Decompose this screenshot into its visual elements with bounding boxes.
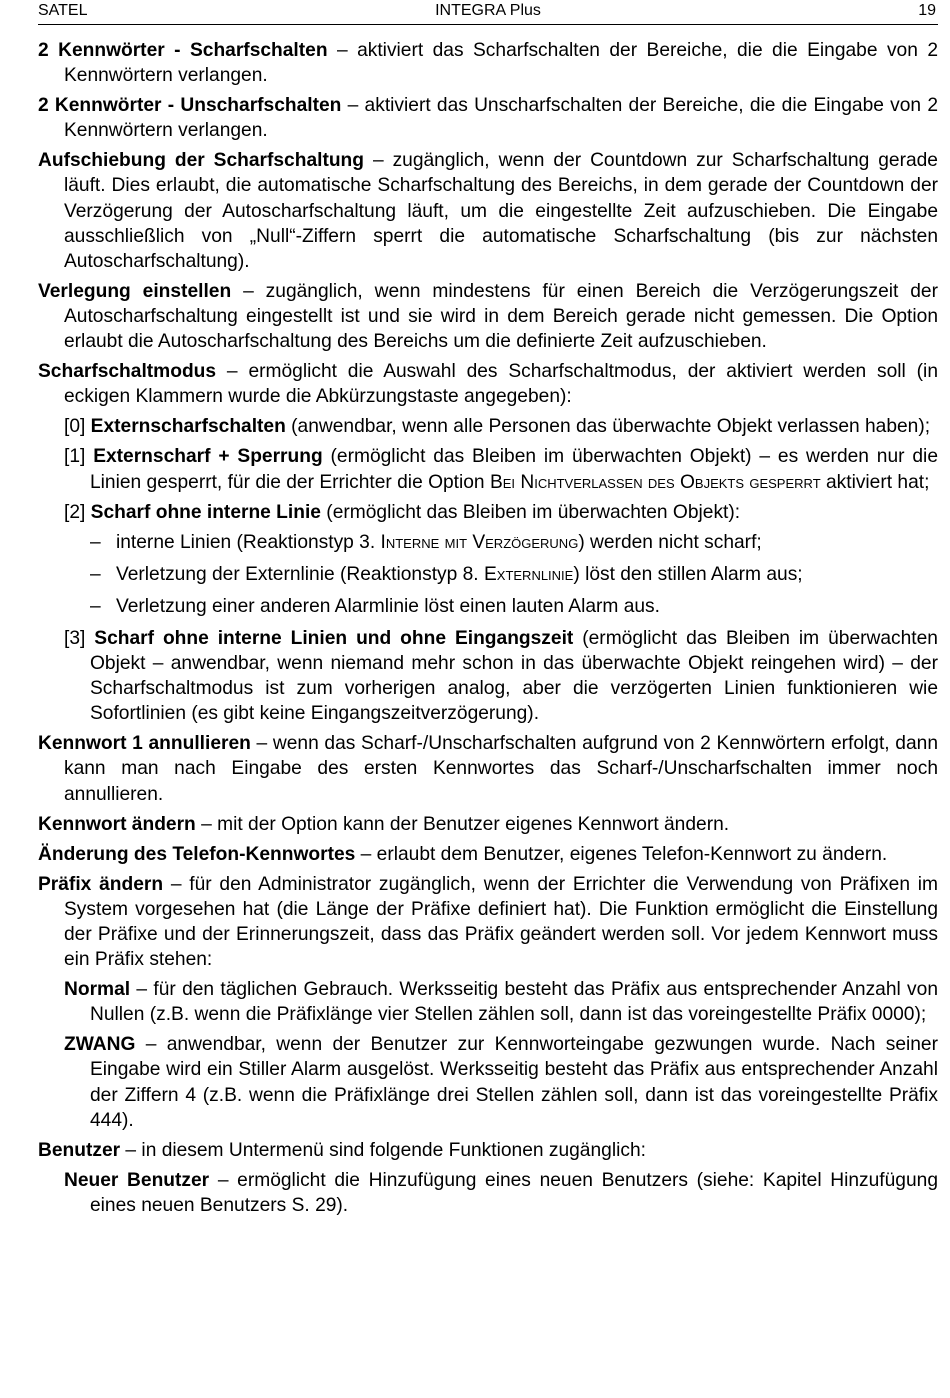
mode-item bbox=[38, 444, 938, 494]
prefix-text: – anwendbar, wenn der Benutzer zur Kennworteingabe gezwungen wurde. Nach seiner Eingabe wird ein Stiller Alarm ausgelöst. Werksseitig besteht das Präfix aus entsprechender Anzahl der Ziffern 4 (z.B. wenn die Präfixlänge drei Stellen zählen soll, dann ist das voreingestellte Präfix 444). bbox=[90, 1034, 938, 1131]
description: – zugänglich, wenn mindestens für einen Bereich die Verzögerungszeit der Autoscharfschaltung eingestellt ist und sie wird in dem Bereich gerade nicht gemessen. Die Option erlaubt die Autoscharfschaltung des Bereichs um die definierte Zeit aufzuschieben. bbox=[64, 280, 938, 353]
definition-item bbox=[38, 872, 938, 972]
mode-key: [0] bbox=[64, 416, 91, 438]
mode-term: Externscharf + Sperrung bbox=[93, 446, 323, 468]
description: – ermöglicht die Auswahl des Scharfschaltmodus, der aktiviert werden soll (in eckigen Klammern wurde die Abkürzungstaste angegeben): bbox=[64, 361, 938, 408]
term: 2 Kennwörter - Unscharfschalten bbox=[38, 95, 342, 117]
term: Präfix ändern bbox=[38, 873, 164, 895]
mode-item bbox=[38, 414, 938, 439]
definition-item bbox=[38, 842, 938, 867]
page-number: 19 bbox=[918, 2, 936, 19]
mode-key: [3] bbox=[64, 627, 95, 649]
mode-text: (anwendbar, wenn alle Personen das überwachte Objekt verlassen haben); bbox=[285, 416, 931, 438]
term: 2 Kennwörter - Scharfschalten bbox=[38, 40, 328, 61]
dash-text: Verletzung einer anderen Alarmlinie löst einen lauten Alarm aus. bbox=[116, 595, 660, 617]
header-brand: SATEL bbox=[38, 2, 88, 19]
definition-item bbox=[38, 359, 938, 409]
page-header bbox=[38, 0, 938, 25]
definition-item bbox=[38, 38, 938, 88]
mode-text: aktiviert hat; bbox=[820, 471, 930, 493]
term: Kennwort ändern bbox=[38, 813, 196, 835]
mode-key: [1] bbox=[64, 446, 94, 468]
term: Aufschiebung der Scharfschaltung bbox=[38, 150, 364, 172]
mode-text: (ermöglicht das Bleiben im überwachten Objekt): bbox=[320, 501, 741, 523]
option-name: Bei Nichtverlassen des Objekts gesperrt bbox=[489, 471, 821, 493]
description: – in diesem Untermenü sind folgende Funktionen zugänglich: bbox=[120, 1139, 646, 1161]
definition-item bbox=[38, 731, 938, 806]
term: Kennwort 1 annullieren bbox=[38, 733, 251, 755]
description: – aktiviert das Unscharfschalten der Bereiche, die die Eingabe von 2 Kennwörtern verlangen. bbox=[64, 95, 938, 142]
dash-item bbox=[90, 530, 938, 555]
term: Benutzer bbox=[38, 1139, 121, 1161]
definition-item bbox=[38, 812, 938, 837]
definition-item bbox=[38, 148, 938, 273]
description: – wenn das Scharf-/Unscharfschalten aufgrund von 2 Kennwörtern erfolgt, dann kann man nach Eingabe des ersten Kennwortes das Scharf-/Unscharfschalten immer noch annullieren. bbox=[64, 733, 938, 805]
mode-term: Externscharfschalten bbox=[90, 416, 286, 438]
submenu-term: Neuer Benutzer bbox=[64, 1169, 210, 1191]
mode-key: [2] bbox=[64, 501, 91, 523]
submenu-text: – ermöglicht die Hinzufügung eines neuen Benutzers (siehe: Kapitel Hinzufügung eines neuen Benutzers S. 29). bbox=[90, 1169, 938, 1216]
term: Verlegung einstellen bbox=[38, 280, 232, 302]
reaction-type: Interne mit Verzögerung bbox=[380, 531, 579, 553]
prefix-text: – für den täglichen Gebrauch. Werksseitig besteht das Präfix aus entsprechender Anzahl von Nullen (z.B. wenn die Präfixlänge vier Stellen zählen soll, dann ist das voreingestellte Präfix 0000); bbox=[90, 979, 938, 1026]
dash-item bbox=[90, 562, 938, 587]
definition-item bbox=[38, 93, 938, 143]
dash-bullet: – bbox=[90, 531, 101, 553]
mode-text: (ermöglicht das Bleiben im überwachten Objekt – anwendbar, wenn niemand mehr schon in das überwachte Objekt reingehen wird) – der Scharfschaltmodus ist zum vorherigen analog, aber die verzögerten Linien funktionieren wie Sofortlinien (es gibt keine Eingangszeitverzögerung). bbox=[90, 627, 938, 725]
dash-text: Verletzung der Externlinie (Reaktionstyp 8. Externlinie) löst den stillen Alarm aus; bbox=[116, 563, 803, 585]
prefix-term: ZWANG bbox=[64, 1034, 136, 1056]
description: – zugänglich, wenn der Countdown zur Scharfschaltung gerade läuft. Dies erlaubt, die automatische Scharfschaltung des Bereichs, in dem gerade der Countdown der Verzögerung der Autoscharfschaltung läuft, um die eingestellte Zeit aufzuschieben. Die Eingabe ausschließlich von „Null“-Ziffern sperrt die automatische Scharfschaltung (bis zur nächsten Autoscharfschaltung). bbox=[64, 150, 938, 272]
prefix-term: Normal bbox=[64, 979, 131, 1001]
description: – erlaubt dem Benutzer, eigenes Telefon-Kennwort zu ändern. bbox=[355, 843, 888, 865]
dash-bullet: – bbox=[90, 563, 101, 585]
mode-item bbox=[38, 500, 938, 525]
reaction-type: Externlinie bbox=[483, 563, 574, 585]
prefix-item bbox=[38, 977, 938, 1027]
mode-text: (ermöglicht das Bleiben im überwachten Objekt) – es werden nur die Linien gesperrt, für die der Errichter die Option bbox=[90, 446, 938, 493]
submenu-item bbox=[38, 1168, 938, 1218]
manual-body bbox=[38, 38, 938, 1223]
description: – für den Administrator zugänglich, wenn der Errichter die Verwendung von Präfixen im System vorgesehen hat (die Länge der Präfixe definiert hat). Die Funktion ermöglicht die Einstellung der Präfixe und der Erinnerungszeit, dass das Präfix geändert werden soll. Vor jedem Kennwort muss ein Präfix stehen: bbox=[64, 873, 938, 971]
term: Scharfschaltmodus bbox=[38, 361, 217, 383]
dash-bullet: – bbox=[90, 595, 101, 617]
description: – mit der Option kann der Benutzer eigenes Kennwort ändern. bbox=[195, 813, 730, 835]
mode-item bbox=[38, 626, 938, 726]
description: – aktiviert das Scharfschalten der Bereiche, die die Eingabe von 2 Kennwörtern verlangen. bbox=[64, 40, 938, 87]
definition-item bbox=[38, 1138, 938, 1163]
prefix-item bbox=[38, 1032, 938, 1132]
term: Änderung des Telefon-Kennwortes bbox=[38, 843, 356, 865]
definition-item bbox=[38, 279, 938, 354]
header-title: INTEGRA Plus bbox=[435, 2, 541, 19]
dash-text: interne Linien (Reaktionstyp 3. Interne mit Verzögerung) werden nicht scharf; bbox=[116, 531, 762, 553]
mode-term: Scharf ohne interne Linie bbox=[90, 501, 321, 523]
mode-term: Scharf ohne interne Linien und ohne Eingangszeit bbox=[94, 627, 574, 649]
dash-item bbox=[90, 594, 938, 619]
